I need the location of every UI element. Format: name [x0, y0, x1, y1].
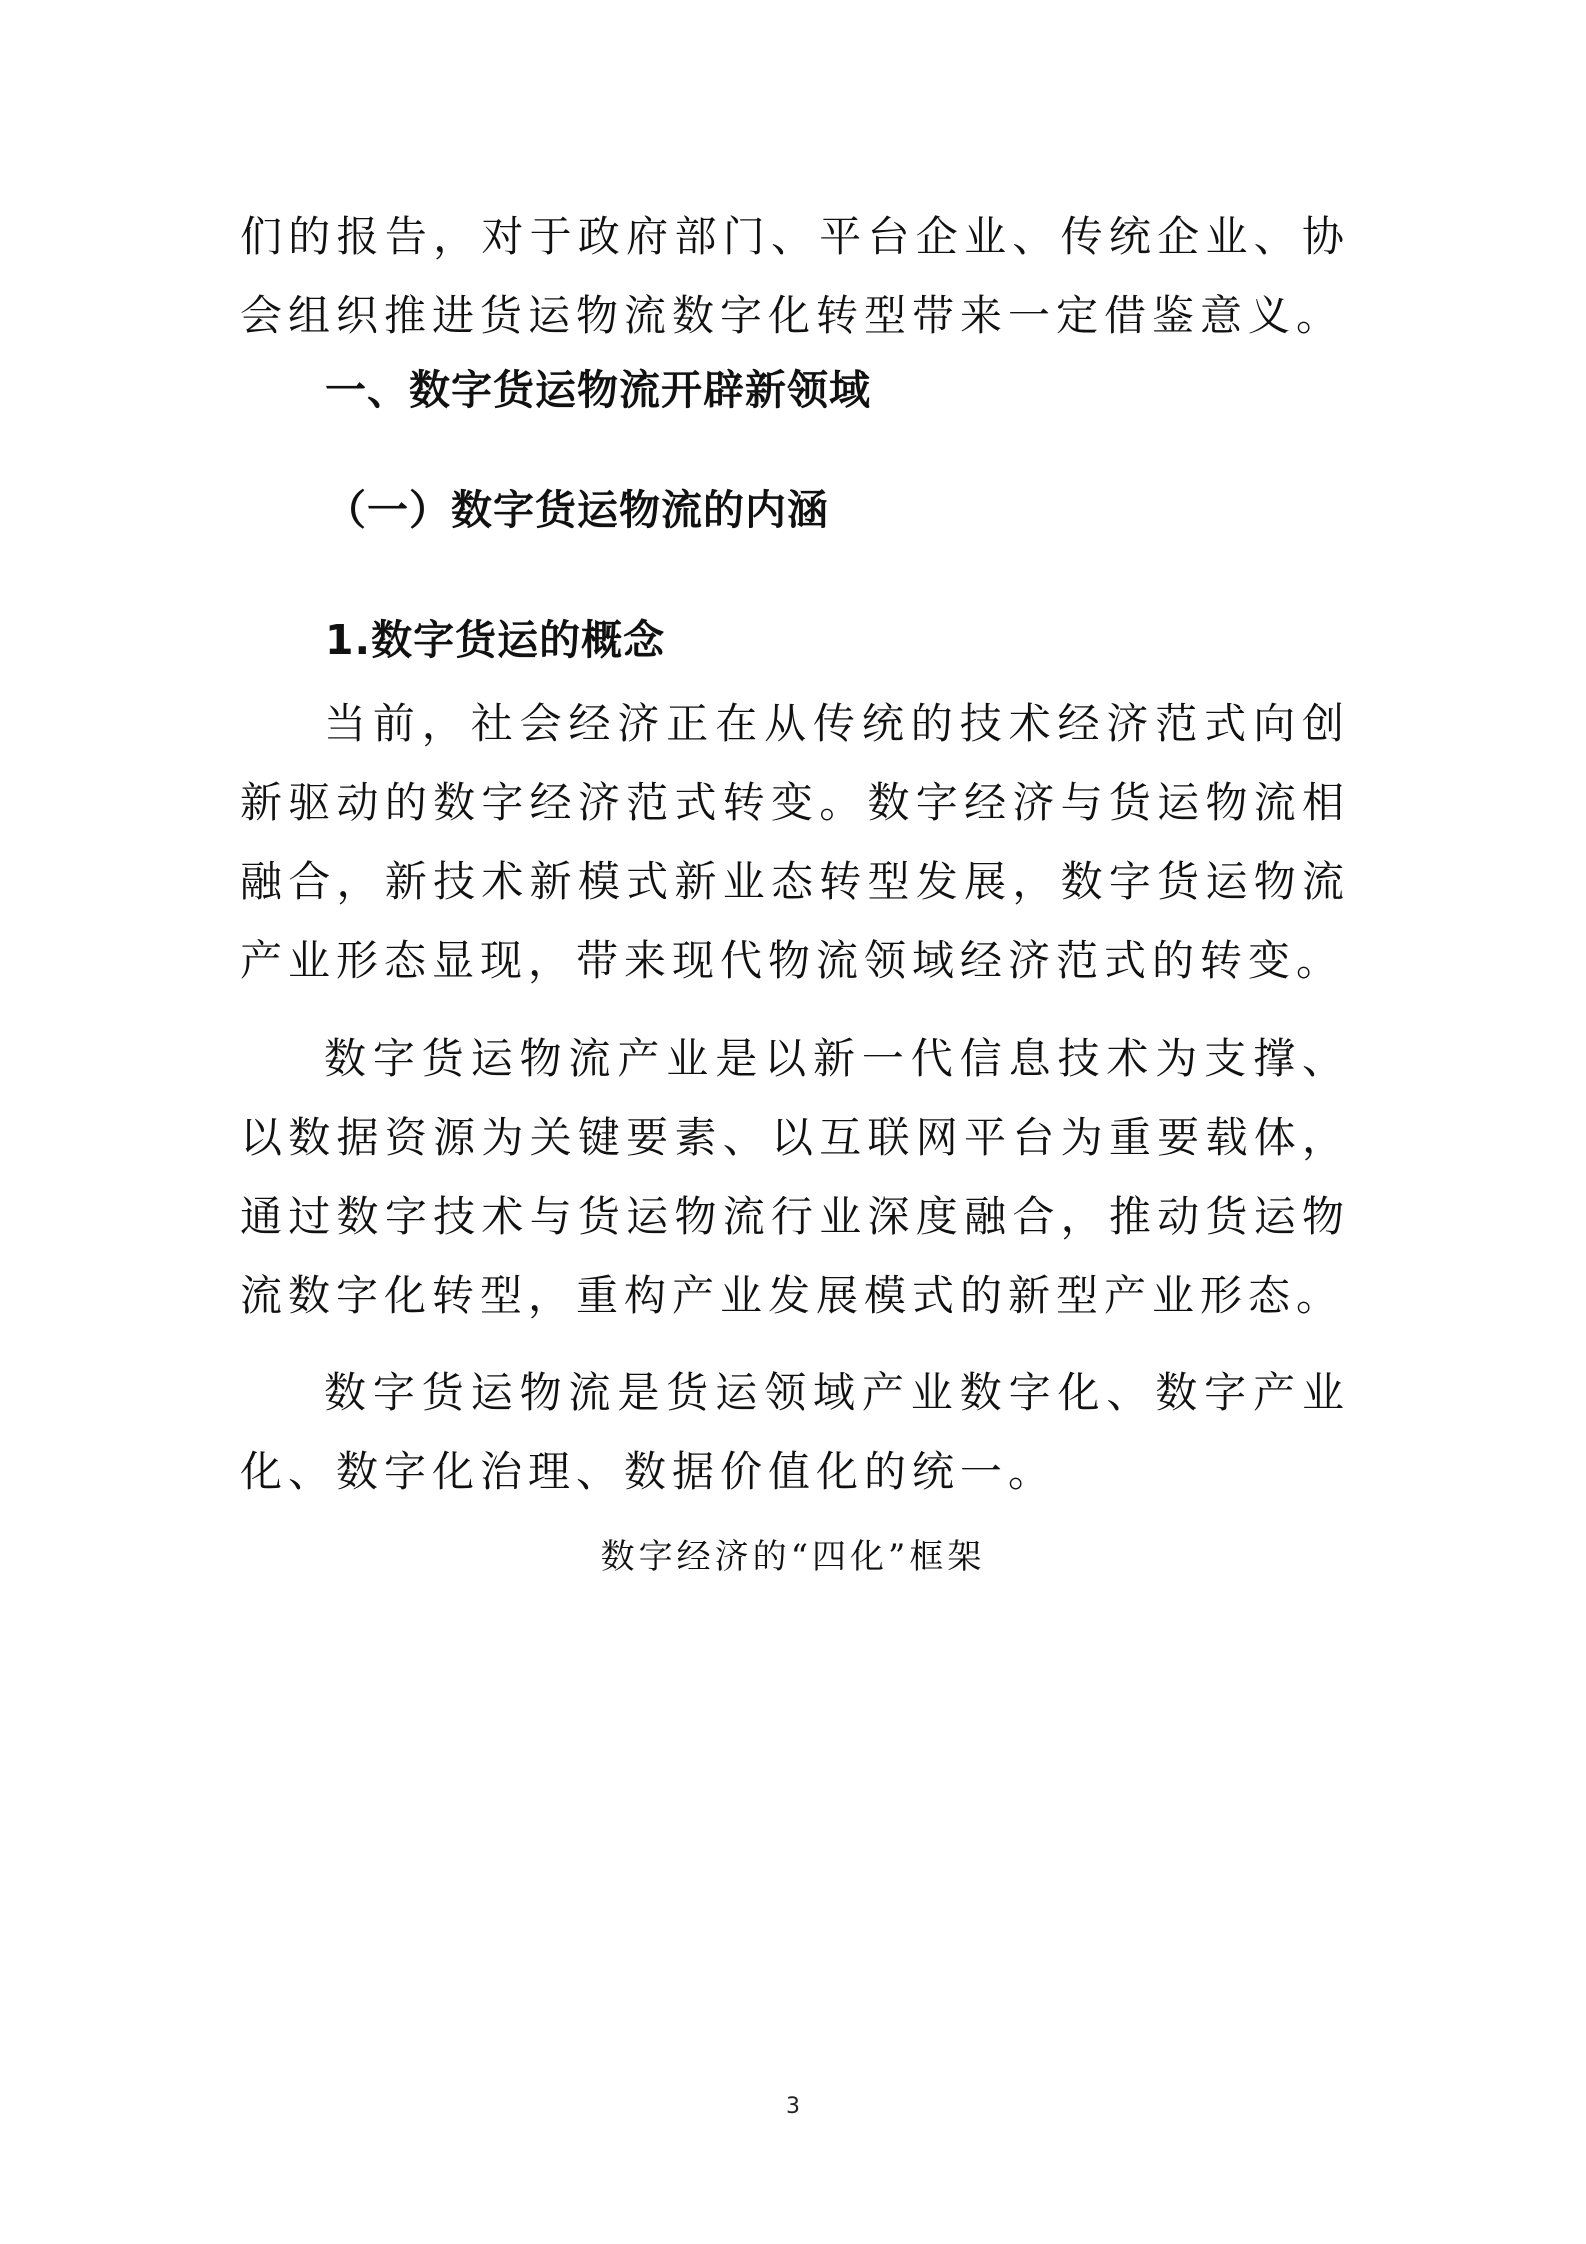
figure-caption: 数字经济的“四化”框架: [600, 1537, 986, 1577]
paragraph-concept-1: 当前，社会经济正在从传统的技术经济范式向创新驱动的数字经济范式转变。数字经济与货运物流相融合，新技术新模式新业态转型发展，数字货运物流产业形态显现，带来现代物流领域经济范式的转变。: [240, 699, 1350, 985]
subsection-heading: （一）数字货运物流的内涵: [325, 486, 829, 534]
paragraph-intro-continued: 们的报告，对于政府部门、平台企业、传统企业、协会组织推进货运物流数字化转型带来一定借鉴意义。: [240, 212, 1350, 340]
page-number: 3: [786, 2094, 800, 2119]
item-heading: 1.数字货运的概念: [325, 616, 666, 664]
paragraph-concept-3: 数字货运物流是货运领域产业数字化、数字产业化、数字化治理、数据价值化的统一。: [240, 1368, 1350, 1496]
paragraph-concept-2: 数字货运物流产业是以新一代信息技术为支撑、以数据资源为关键要素、以互联网平台为重要载体，通过数字技术与货运物流行业深度融合，推动货运物流数字化转型，重构产业发展模式的新型产业形态。: [240, 1034, 1350, 1320]
section-heading: 一、数字货运物流开辟新领域: [325, 366, 871, 414]
